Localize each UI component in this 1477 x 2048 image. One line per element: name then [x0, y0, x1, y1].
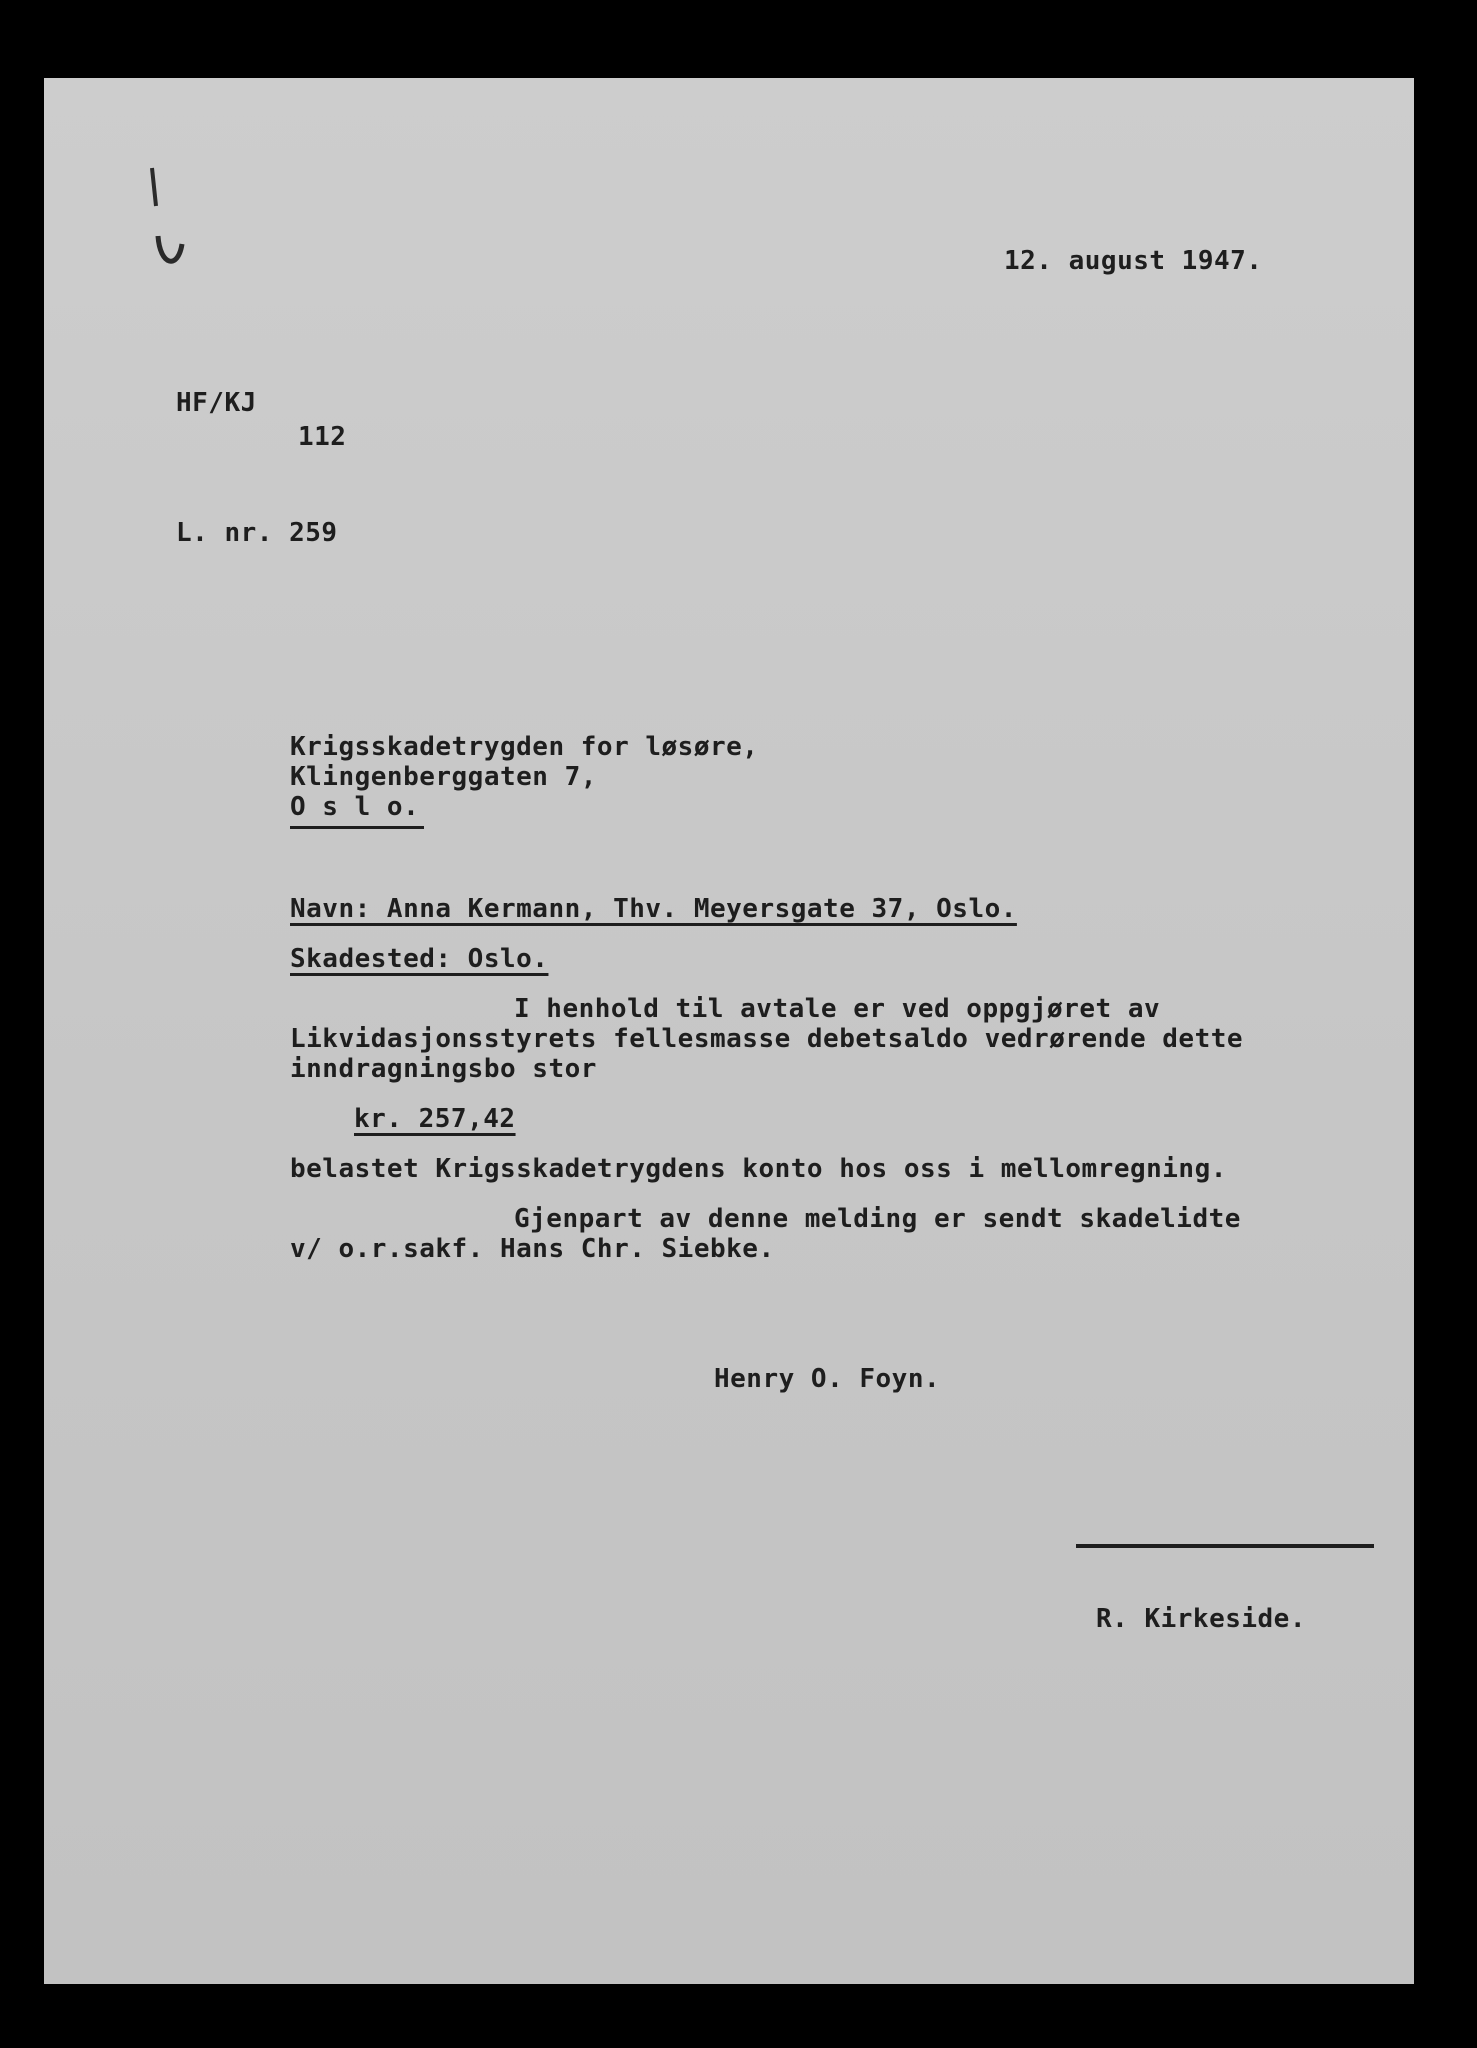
body-line-3: inndragningsbo stor — [290, 1054, 597, 1084]
signature-line — [1076, 1544, 1374, 1548]
signatory-primary: Henry O. Foyn. — [714, 1364, 941, 1394]
claimant-name-line: Navn: Anna Kermann, Thv. Meyersgate 37, Oslo. — [290, 894, 1017, 924]
signatory-secondary: R. Kirkeside. — [1096, 1604, 1306, 1634]
file-number: 112 — [298, 422, 347, 452]
body-line-2: Likvidasjonsstyrets fellesmasse debetsaldo vedrørende dette — [290, 1024, 1244, 1054]
reference-code: HF/KJ — [176, 388, 257, 418]
copy-line-2: v/ o.r.sakf. Hans Chr. Siebke. — [290, 1234, 775, 1264]
letter-date: 12. august 1947. — [1004, 246, 1263, 276]
charge-line: belastet Krigsskadetrygdens konto hos oss i mellomregning. — [290, 1154, 1227, 1184]
recipient-city: O s l o. — [290, 792, 420, 822]
letter-page — [44, 78, 1414, 1984]
body-line-1: I henhold til avtale er ved oppgjøret av — [514, 994, 1161, 1024]
damage-place-line: Skadested: Oslo. — [290, 944, 549, 974]
amount: kr. 257,42 — [354, 1104, 516, 1134]
recipient-street: Klingenberggaten 7, — [290, 762, 597, 792]
copy-line-1: Gjenpart av denne melding er sendt skadelidte — [514, 1204, 1241, 1234]
recipient-name: Krigsskadetrygden for løsøre, — [290, 732, 759, 762]
letter-number: L. nr. 259 — [176, 518, 338, 548]
pencil-mark-icon — [144, 166, 204, 276]
recipient-city-underline — [290, 826, 424, 829]
